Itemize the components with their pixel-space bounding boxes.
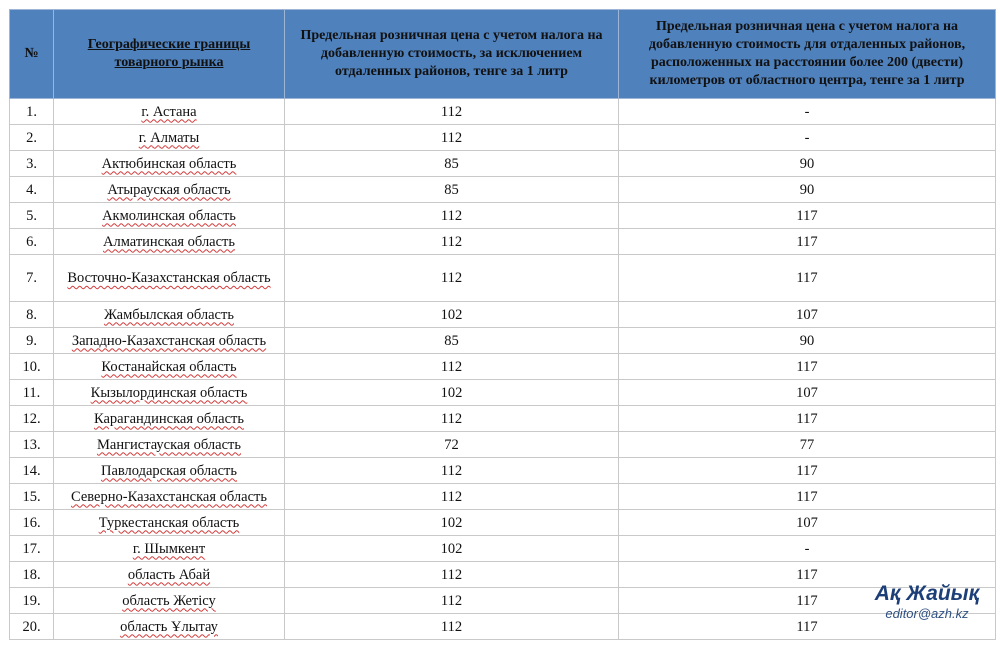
- row-price-remote: 90: [619, 151, 996, 177]
- row-price-remote: 77: [619, 432, 996, 458]
- row-region: [54, 125, 285, 151]
- row-price-base: 85: [285, 177, 619, 203]
- row-price-remote: 117: [619, 203, 996, 229]
- row-price-remote: -: [619, 536, 996, 562]
- row-price-base: 112: [285, 588, 619, 614]
- table-row: [10, 151, 996, 177]
- row-region-text: Костанайская область: [101, 358, 237, 375]
- row-region-text: Кызылординская область: [90, 384, 248, 401]
- row-price-remote: 90: [619, 177, 996, 203]
- row-number: 4.: [10, 177, 54, 203]
- table-row: [10, 125, 996, 151]
- row-price-base: 102: [285, 510, 619, 536]
- row-number: 7.: [10, 255, 54, 302]
- row-number: 10.: [10, 354, 54, 380]
- row-price-base: 112: [285, 255, 619, 302]
- table-row: [10, 302, 996, 328]
- header-price-base: Предельная розничная цена с учетом налога на добавленную стоимость, за исключением отдаленных районов, тенге за 1 литр: [285, 10, 619, 99]
- row-number: 19.: [10, 588, 54, 614]
- row-price-base: 85: [285, 328, 619, 354]
- row-region: [54, 380, 285, 406]
- header-price-remote: Предельная розничная цена с учетом налога на добавленную стоимость для отдаленных районов, расположенных на расстоянии более 200 (двести) километров от областного центра, тенге за 1 литр: [619, 10, 996, 99]
- row-region-text: область Абай: [127, 566, 211, 583]
- row-price-base: 72: [285, 432, 619, 458]
- brand-email: editor@azh.kz: [885, 606, 969, 621]
- row-region-text: Павлодарская область: [100, 462, 237, 479]
- row-number: 6.: [10, 229, 54, 255]
- row-price-base: 112: [285, 229, 619, 255]
- row-region-text: г. Алматы: [138, 129, 200, 146]
- row-region-text: область Ұлытау: [120, 618, 218, 635]
- row-region-text: область Жетісу: [122, 592, 216, 609]
- row-region: [54, 614, 285, 640]
- table-row: [10, 614, 996, 640]
- row-price-base: 102: [285, 536, 619, 562]
- table-row: [10, 510, 996, 536]
- header-region: [54, 10, 285, 99]
- row-price-remote: 117: [619, 562, 996, 588]
- row-region: [54, 328, 285, 354]
- row-region-text: Актюбинская область: [101, 155, 237, 172]
- table-row: [10, 406, 996, 432]
- row-price-remote: -: [619, 125, 996, 151]
- row-number: 3.: [10, 151, 54, 177]
- row-region: [54, 354, 285, 380]
- row-number: 14.: [10, 458, 54, 484]
- row-price-remote: 90: [619, 328, 996, 354]
- row-price-base: 102: [285, 380, 619, 406]
- table-row: [10, 354, 996, 380]
- table-row: [10, 177, 996, 203]
- header-number: №: [10, 10, 54, 99]
- row-price-remote: 117: [619, 406, 996, 432]
- row-region: [54, 229, 285, 255]
- table-row: [10, 328, 996, 354]
- row-region: [54, 484, 285, 510]
- table-row: [10, 229, 996, 255]
- row-number: 2.: [10, 125, 54, 151]
- row-number: 5.: [10, 203, 54, 229]
- row-region-text: Восточно-Казахстанская область: [67, 270, 271, 286]
- table-row: [10, 562, 996, 588]
- row-region: [54, 151, 285, 177]
- row-region-text: Западно-Казахстанская область: [71, 332, 267, 349]
- row-price-base: 112: [285, 406, 619, 432]
- row-region: [54, 302, 285, 328]
- row-price-base: 85: [285, 151, 619, 177]
- row-number: 18.: [10, 562, 54, 588]
- row-region: [54, 458, 285, 484]
- row-number: 17.: [10, 536, 54, 562]
- table-row: [10, 255, 996, 302]
- table-row: [10, 536, 996, 562]
- row-region-text: Алматинская область: [102, 233, 235, 250]
- table-header: [10, 10, 996, 99]
- row-price-remote: 117: [619, 354, 996, 380]
- row-region-text: Туркестанская область: [98, 514, 240, 531]
- row-number: 20.: [10, 614, 54, 640]
- row-price-remote: 107: [619, 302, 996, 328]
- row-price-remote: 117: [619, 614, 996, 640]
- row-region: [54, 536, 285, 562]
- row-price-base: 112: [285, 125, 619, 151]
- row-region: [54, 510, 285, 536]
- row-number: 15.: [10, 484, 54, 510]
- row-price-base: 112: [285, 354, 619, 380]
- row-region-text: Мангистауская область: [96, 436, 241, 453]
- row-number: 11.: [10, 380, 54, 406]
- row-price-base: 112: [285, 458, 619, 484]
- row-region: [54, 562, 285, 588]
- row-price-remote: 117: [619, 458, 996, 484]
- row-number: 13.: [10, 432, 54, 458]
- row-region-text: г. Шымкент: [132, 540, 206, 557]
- row-price-base: 112: [285, 203, 619, 229]
- fuel-price-table: [9, 9, 996, 640]
- row-price-base: 102: [285, 302, 619, 328]
- row-number: 8.: [10, 302, 54, 328]
- row-price-remote: 117: [619, 255, 996, 302]
- table-row: [10, 380, 996, 406]
- row-price-remote: 117: [619, 484, 996, 510]
- brand-logo: Ақ Жайық: [874, 582, 980, 605]
- row-region: [54, 99, 285, 125]
- header-region-text: Географические границы товарного рынка: [87, 37, 251, 70]
- row-region: [54, 203, 285, 229]
- table-row: [10, 484, 996, 510]
- table-row: [10, 99, 996, 125]
- row-price-base: 112: [285, 99, 619, 125]
- row-price-base: 112: [285, 614, 619, 640]
- watermark: [861, 582, 993, 622]
- row-number: 16.: [10, 510, 54, 536]
- row-region-text: Северно-Казахстанская область: [71, 488, 267, 505]
- document: [9, 9, 995, 640]
- row-number: 12.: [10, 406, 54, 432]
- row-price-remote: 107: [619, 510, 996, 536]
- table-body: [10, 99, 996, 640]
- row-region: [54, 177, 285, 203]
- row-region-text: Атырауская область: [107, 181, 231, 198]
- row-region: [54, 432, 285, 458]
- row-price-remote: -: [619, 99, 996, 125]
- row-price-remote: 117: [619, 588, 996, 614]
- table-row: [10, 432, 996, 458]
- row-region-text: Карагандинская область: [94, 410, 244, 427]
- row-price-base: 112: [285, 562, 619, 588]
- row-region: [54, 588, 285, 614]
- table-row: [10, 458, 996, 484]
- row-number: 9.: [10, 328, 54, 354]
- row-region: [54, 255, 285, 302]
- table-row: [10, 203, 996, 229]
- row-number: 1.: [10, 99, 54, 125]
- row-region-text: Акмолинская область: [102, 207, 236, 224]
- table-row: [10, 588, 996, 614]
- row-region-text: г. Астана: [141, 103, 197, 120]
- row-price-remote: 117: [619, 229, 996, 255]
- row-price-remote: 107: [619, 380, 996, 406]
- header-row: [10, 10, 996, 99]
- row-region: [54, 406, 285, 432]
- row-price-base: 112: [285, 484, 619, 510]
- row-region-text: Жамбылская область: [104, 306, 234, 323]
